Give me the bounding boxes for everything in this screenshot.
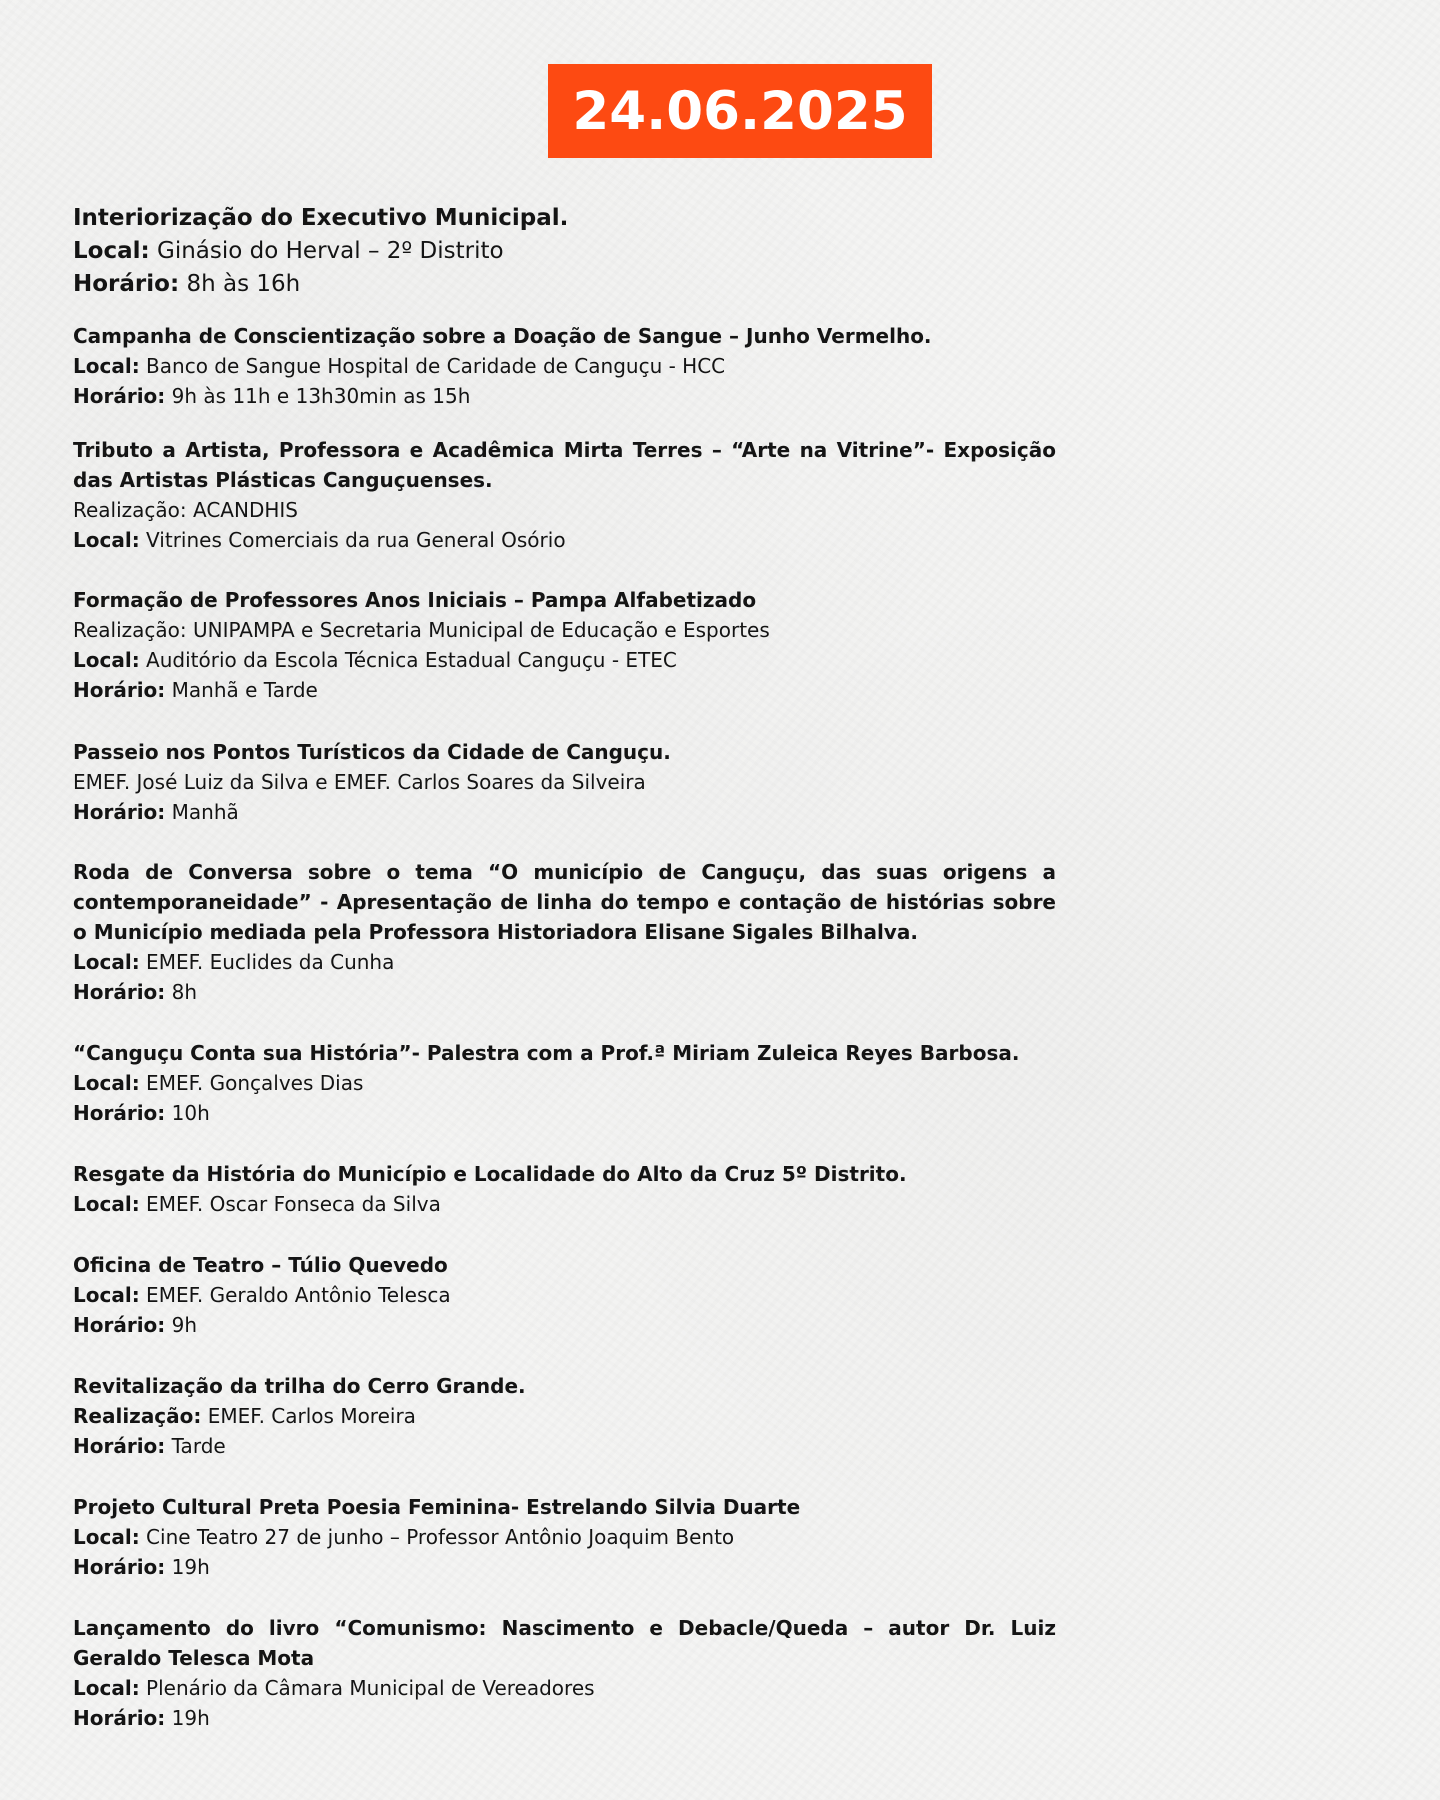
event-title: Campanha de Conscientização sobre a Doação de Sangue – Junho Vermelho. xyxy=(73,324,932,348)
detail-value: Auditório da Escola Técnica Estadual Canguçu - ETEC xyxy=(139,648,677,672)
event-item xyxy=(73,1159,1056,1219)
date-badge xyxy=(548,64,932,158)
detail-value: EMEF. Gonçalves Dias xyxy=(139,1071,364,1095)
event-item xyxy=(73,202,1056,301)
event-title: Tributo a Artista, Professora e Acadêmica Mirta Terres – “Arte na Vitrine”- Exposição das Artistas Plásticas Canguçuenses. xyxy=(73,438,1056,492)
event-title: Projeto Cultural Preta Poesia Feminina- Estrelando Silvia Duarte xyxy=(73,1495,801,1519)
detail-label: Horário: xyxy=(73,678,166,702)
detail-label: Local: xyxy=(73,1192,140,1216)
event-title: Formação de Professores Anos Iniciais – Pampa Alfabetizado xyxy=(73,588,757,612)
event-detail xyxy=(73,947,1056,977)
detail-label: Horário: xyxy=(73,800,166,824)
detail-label: Local: xyxy=(73,528,140,552)
event-detail xyxy=(73,525,1056,555)
event-title: “Canguçu Conta sua História”- Palestra com a Prof.ª Miriam Zuleica Reyes Barbosa. xyxy=(73,1041,1020,1065)
event-detail xyxy=(73,615,1056,645)
event-title: Interiorização do Executivo Municipal. xyxy=(73,205,569,231)
event-title: Resgate da História do Município e Localidade do Alto da Cruz 5º Distrito. xyxy=(73,1162,907,1186)
event-detail xyxy=(73,268,1056,301)
detail-value: Tarde xyxy=(165,1434,226,1458)
detail-label: Local: xyxy=(73,1283,140,1307)
detail-label: Local: xyxy=(73,648,140,672)
event-detail xyxy=(73,1310,1056,1340)
detail-value: EMEF. Carlos Moreira xyxy=(201,1404,416,1428)
event-item xyxy=(73,1613,1056,1733)
detail-value: 10h xyxy=(165,1101,210,1125)
event-detail xyxy=(73,495,1056,525)
detail-value: 19h xyxy=(165,1555,210,1579)
detail-value: Cine Teatro 27 de junho – Professor Antônio Joaquim Bento xyxy=(139,1525,735,1549)
detail-value: Realização: UNIPAMPA e Secretaria Municipal de Educação e Esportes xyxy=(73,618,770,642)
detail-value: Ginásio do Herval – 2º Distrito xyxy=(149,238,504,264)
event-item xyxy=(73,1250,1056,1340)
event-detail xyxy=(73,1189,1056,1219)
detail-label: Local: xyxy=(73,1676,140,1700)
detail-value: 9h às 11h e 13h30min as 15h xyxy=(165,384,471,408)
detail-label: Local: xyxy=(73,1525,140,1549)
detail-value: 19h xyxy=(165,1706,210,1730)
detail-value: Manhã e Tarde xyxy=(165,678,318,702)
detail-label: Horário: xyxy=(73,271,180,297)
detail-label: Local: xyxy=(73,1071,140,1095)
detail-value: 9h xyxy=(165,1313,198,1337)
detail-value: Vitrines Comerciais da rua General Osório xyxy=(139,528,566,552)
detail-label: Horário: xyxy=(73,1555,166,1579)
detail-value: 8h às 16h xyxy=(179,271,301,297)
detail-value: Plenário da Câmara Municipal de Vereadores xyxy=(139,1676,595,1700)
event-item xyxy=(73,585,1056,705)
event-item xyxy=(73,1038,1056,1128)
detail-value: EMEF. Geraldo Antônio Telesca xyxy=(139,1283,451,1307)
detail-value: Banco de Sangue Hospital de Caridade de Canguçu - HCC xyxy=(139,354,726,378)
event-title: Oficina de Teatro – Túlio Quevedo xyxy=(73,1253,448,1277)
event-detail xyxy=(73,1401,1056,1431)
event-detail xyxy=(73,767,1056,797)
detail-value: Realização: ACANDHIS xyxy=(73,498,298,522)
event-detail xyxy=(73,351,1056,381)
detail-value: Manhã xyxy=(165,800,239,824)
event-item xyxy=(73,1371,1056,1461)
event-item xyxy=(73,737,1056,827)
event-detail xyxy=(73,1703,1056,1733)
event-item xyxy=(73,1492,1056,1582)
detail-value: EMEF. Euclides da Cunha xyxy=(139,950,395,974)
detail-label: Horário: xyxy=(73,1706,166,1730)
event-detail xyxy=(73,1552,1056,1582)
detail-label: Realização: xyxy=(73,1404,202,1428)
event-item xyxy=(73,435,1056,555)
event-title: Roda de Conversa sobre o tema “O município de Canguçu, das suas origens a contemporaneidade” - Apresentação de linha do tempo e contação de histórias sobre o Município mediada pela Professora Historiadora Elisane Sigales Bilhalva. xyxy=(73,860,1056,944)
event-detail xyxy=(73,1431,1056,1461)
detail-label: Local: xyxy=(73,950,140,974)
event-detail xyxy=(73,1280,1056,1310)
date-text: 24.06.2025 xyxy=(572,80,908,142)
event-item xyxy=(73,321,1056,411)
event-detail xyxy=(73,381,1056,411)
detail-label: Horário: xyxy=(73,1434,166,1458)
detail-value: EMEF. Oscar Fonseca da Silva xyxy=(139,1192,441,1216)
event-detail xyxy=(73,645,1056,675)
detail-label: Horário: xyxy=(73,980,166,1004)
detail-value: EMEF. José Luiz da Silva e EMEF. Carlos Soares da Silveira xyxy=(73,770,646,794)
event-title: Revitalização da trilha do Cerro Grande. xyxy=(73,1374,526,1398)
detail-value: 8h xyxy=(165,980,198,1004)
event-item xyxy=(73,857,1056,1007)
event-detail xyxy=(73,675,1056,705)
event-title: Passeio nos Pontos Turísticos da Cidade de Canguçu. xyxy=(73,740,671,764)
detail-label: Horário: xyxy=(73,1101,166,1125)
event-detail xyxy=(73,977,1056,1007)
detail-label: Horário: xyxy=(73,384,166,408)
event-detail xyxy=(73,235,1056,268)
event-detail xyxy=(73,1068,1056,1098)
event-detail xyxy=(73,1673,1056,1703)
event-detail xyxy=(73,1098,1056,1128)
detail-label: Horário: xyxy=(73,1313,166,1337)
detail-label: Local: xyxy=(73,238,150,264)
event-detail xyxy=(73,1522,1056,1552)
event-detail xyxy=(73,797,1056,827)
detail-label: Local: xyxy=(73,354,140,378)
event-title: Lançamento do livro “Comunismo: Nascimento e Debacle/Queda – autor Dr. Luiz Geraldo Telesca Mota xyxy=(73,1616,1056,1670)
